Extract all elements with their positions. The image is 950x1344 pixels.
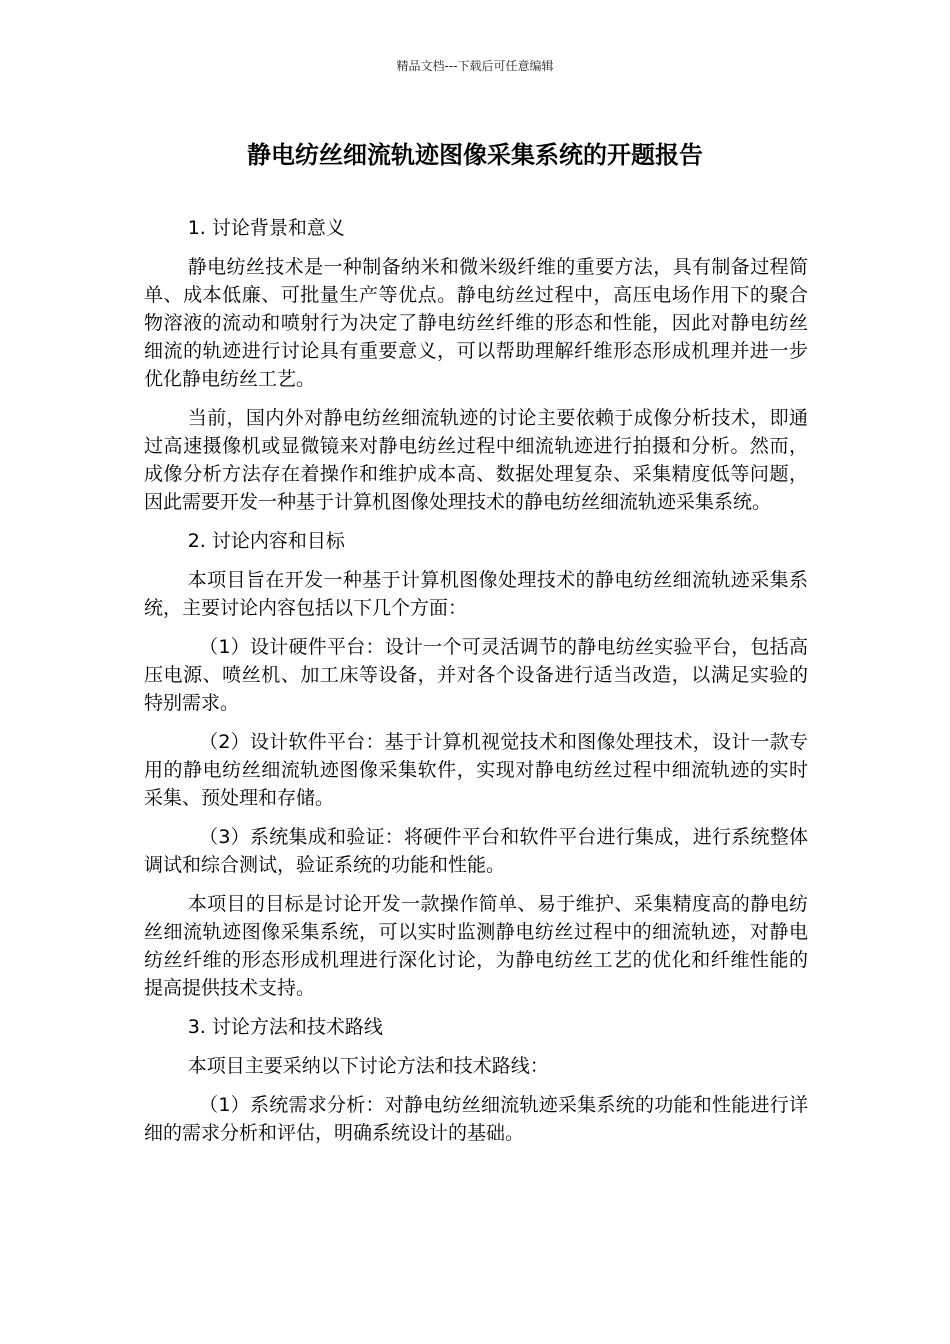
document-title: 静电纺丝细流轨迹图像采集系统的开题报告 [247,141,703,169]
section-1-paragraph-2: 当前，国内外对静电纺丝细流轨迹的讨论主要依赖于成像分析技术，即通过高速摄像机或显微镜来对静电纺丝过程中细流轨迹进行拍摄和分析。然而，成像分析方法存在着操作和维护成本高、数据处理复杂、采集精度低等问题，因此需要开发一种基于计算机图像处理技术的静电纺丝细流轨迹采集系统。 [144,407,808,513]
section-1-paragraph-1: 静电纺丝技术是一种制备纳米和微米级纤维的重要方法，具有制备过程简单、成本低廉、可批量生产等优点。静电纺丝过程中，高压电场作用下的聚合物溶液的流动和喷射行为决定了静电纺丝纤维的形态和性能，因此对静电纺丝细流的轨迹进行讨论具有重要意义，可以帮助理解纤维形态形成机理并进一步优化静电纺丝工艺。 [144,256,808,390]
section-2-item-3: （3）系统集成和验证：将硬件平台和软件平台进行集成，进行系统整体调试和综合测试，验证系统的功能和性能。 [144,826,808,876]
section-2-item-2: （2）设计软件平台：基于计算机视觉技术和图像处理技术，设计一款专用的静电纺丝细流轨迹图像采集软件，实现对静电纺丝过程中细流轨迹的实时采集、预处理和存储。 [144,731,808,809]
document-body [144,214,808,1158]
header-note: 精品文档---下载后可任意编辑 [396,59,554,73]
section-3-paragraph-1: 本项目主要采纳以下讨论方法和技术路线： [187,1055,549,1077]
section-2-heading: 2. 讨论内容和目标 [187,530,345,552]
section-3-heading: 3. 讨论方法和技术路线 [187,1016,383,1038]
section-1-heading: 1. 讨论背景和意义 [187,217,345,239]
section-2-item-1: （1）设计硬件平台：设计一个可灵活调节的静电纺丝实验平台，包括高压电源、喷丝机、加工床等设备，并对各个设备进行适当改造，以满足实验的特别需求。 [144,636,808,714]
section-2-paragraph-1: 本项目旨在开发一种基于计算机图像处理技术的静电纺丝细流轨迹采集系统，主要讨论内容包括以下几个方面： [144,569,808,619]
section-3-item-1: （1）系统需求分析：对静电纺丝细流轨迹采集系统的功能和性能进行详细的需求分析和评估，明确系统设计的基础。 [144,1094,808,1144]
section-2-paragraph-2: 本项目的目标是讨论开发一款操作简单、易于维护、采集精度高的静电纺丝细流轨迹图像采集系统，可以实时监测静电纺丝过程中的细流轨迹，对静电纺丝纤维的形态形成机理进行深化讨论，为静电纺丝工艺的优化和纤维性能的提高提供技术支持。 [144,893,808,999]
